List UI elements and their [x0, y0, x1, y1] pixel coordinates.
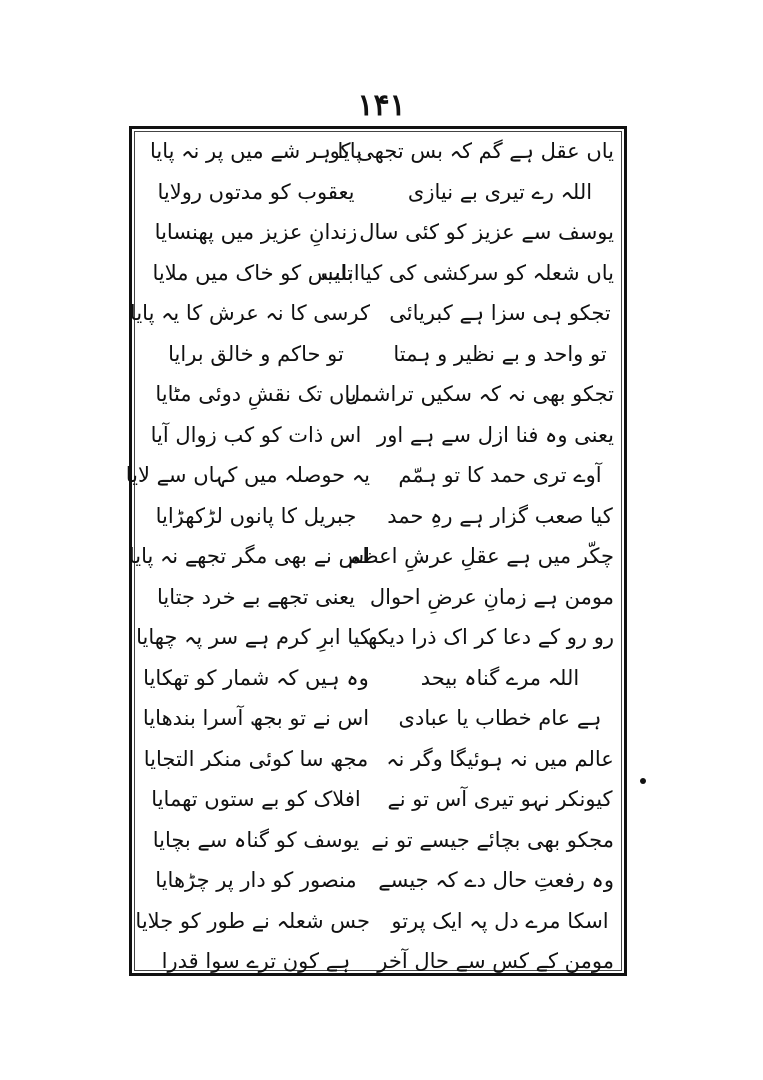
couplet-first-line: اسکا مرے دل پہ ایک پرتو	[391, 908, 609, 933]
couplet-second-line: وہ ہیں کہ شمار کو تھکایا	[143, 665, 369, 690]
couplet-second-line: یہ حوصلہ میں کہاں سے لایا	[125, 463, 370, 487]
couplet-first-line: رو رو کے دعا کر اک ذرا دیکھ	[364, 625, 614, 649]
couplet-row	[142, 415, 614, 456]
couplet-second-line: اس نے بھی مگر تجھے نہ پایا	[128, 544, 370, 568]
couplet-first-line: یعنی وہ فنا ازل سے ہے اور	[377, 422, 614, 447]
couplet-first-line: تو واحد و بے نظیر و ہمتا	[393, 341, 607, 366]
couplet-first-line: آوے تری حمد کا تو ہمّم	[398, 463, 602, 487]
couplet-row	[142, 658, 614, 699]
couplet-row	[142, 172, 614, 213]
couplet-first-line: کیا صعب گزار ہے رہِ حمد	[387, 503, 613, 528]
couplet-row	[142, 941, 614, 982]
couplet-second-line: یعنی تجھے بے خرد جتایا	[157, 584, 355, 609]
couplet-first-line: اللہ رے تیری بے نیازی	[407, 179, 593, 204]
couplet-row	[142, 779, 614, 820]
couplet-first-line: تجکو ہی سزا ہے کبریائی	[389, 301, 611, 325]
couplet-first-line: مومن کے کس سے حال آخر	[377, 949, 614, 973]
couplet-row	[142, 212, 614, 253]
couplet-row	[142, 131, 614, 172]
page-number: ۱۴۱	[357, 88, 406, 123]
couplet-second-line: جبریل کا پانوں لڑکھڑایا	[155, 503, 357, 528]
couplet-second-line: اس ذات کو کب زوال آیا	[150, 422, 362, 447]
couplet-row	[129, 293, 614, 334]
couplet-row	[142, 496, 614, 537]
couplet-first-line: عالم میں نہ ہوئیگا وگر نہ	[386, 746, 614, 771]
couplet-second-line: افلاک کو بے ستوں تھمایا	[151, 787, 361, 811]
couplet-row	[142, 698, 614, 739]
couplet-row	[142, 739, 614, 780]
couplet-second-line: یعقوب کو مدتوں رولایا	[157, 179, 355, 204]
couplet-second-line: تو حاکم و خالق برایا	[168, 341, 344, 366]
couplet-first-line: چکّر میں ہے عقلِ عرشِ اعظم	[347, 544, 614, 568]
couplet-first-line: وہ رفعتِ حال دے کہ جیسے	[378, 868, 614, 892]
couplet-second-line: ابلیس کو خاک میں ملایا	[152, 260, 360, 285]
couplet-row	[136, 617, 614, 658]
couplet-first-line: ہے عام خطاب یا عبادی	[398, 706, 602, 730]
margin-dot	[640, 778, 646, 784]
couplet-second-line: پایا ہر شے میں پر نہ پایا	[150, 139, 362, 163]
couplet-row	[142, 820, 614, 861]
couplet-second-line: یوسف کو گناہ سے بچایا	[152, 827, 360, 852]
couplet-row	[142, 334, 614, 375]
couplet-second-line: مجھ سا کوئی منکر التجایا	[143, 746, 369, 771]
couplet-row	[135, 901, 614, 942]
couplet-first-line: کیونکر نہو تیری آس تو نے	[387, 787, 613, 811]
poem-frame	[125, 126, 627, 976]
couplet-row	[142, 860, 614, 901]
couplet-row	[125, 455, 614, 496]
couplet-row	[142, 253, 614, 294]
couplet-first-line: مومن ہے زمانِ عرضِ احوال	[369, 584, 614, 609]
couplet-first-line: تجکو بھی نہ کہ سکیں تراشمل	[344, 382, 614, 406]
couplet-second-line: زندانِ عزیز میں پھنسایا	[154, 220, 358, 244]
couplet-second-line: جس شعلہ نے طور کو جلایا	[135, 908, 370, 933]
couplet-second-line: ہے کون ترے سوا قدرا	[161, 949, 351, 973]
couplet-first-line: مجکو بھی بچائے جیسے تو نے	[371, 827, 614, 852]
couplet-first-line: اللہ مرے گناہ بیحد	[420, 665, 580, 690]
couplet-second-line: کرسی کا نہ عرش کا یہ پایا	[129, 301, 370, 325]
couplet-second-line: یاں تک نقشِ دوئی مٹایا	[155, 382, 357, 406]
poem-couplets	[125, 131, 614, 982]
couplet-row	[142, 374, 614, 415]
couplet-first-line: یاں عقل ہے گم کہ بس تجھی کو	[329, 139, 614, 163]
couplet-second-line: اس نے تو بجھ آسرا بندھایا	[142, 706, 370, 730]
couplet-second-line: کیا ابرِ کرم ہے سر پہ چھایا	[136, 625, 370, 649]
couplet-row	[142, 577, 614, 618]
couplet-second-line: منصور کو دار پر چڑھایا	[155, 868, 357, 892]
couplet-row	[128, 536, 614, 577]
couplet-first-line: یاں شعلہ کو سرکشی کی کیا تاب	[320, 260, 614, 285]
couplet-first-line: یوسف سے عزیز کو کئی سال	[359, 220, 614, 244]
